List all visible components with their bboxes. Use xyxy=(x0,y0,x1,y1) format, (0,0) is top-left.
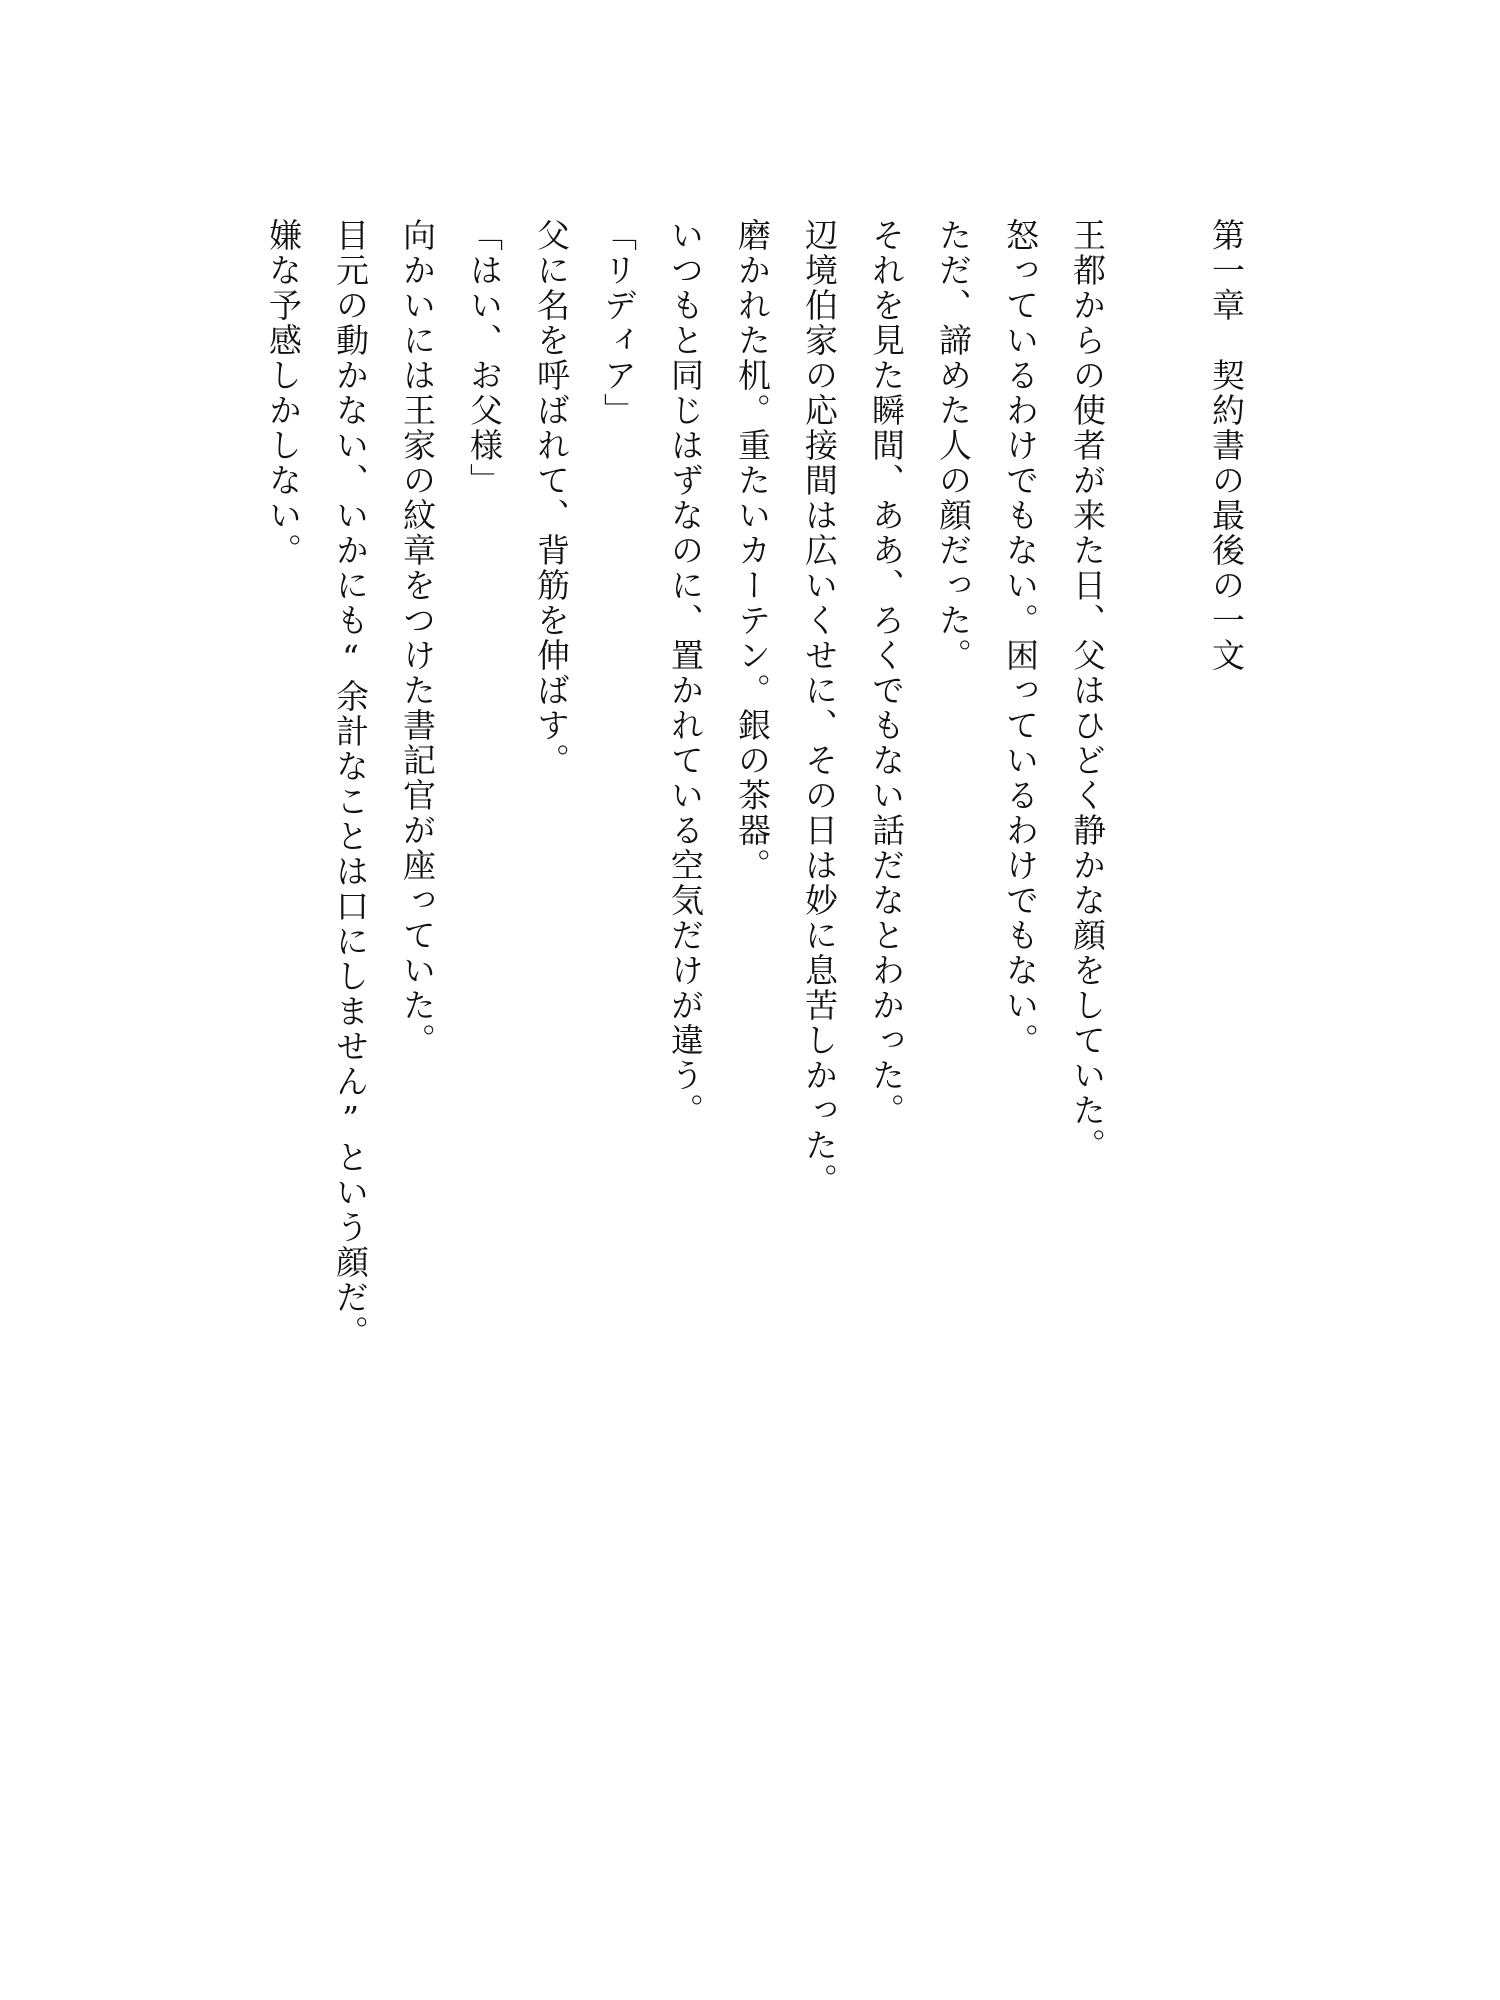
chapter-title: 第一章 契約書の最後の一文 xyxy=(1207,218,1246,673)
paragraph-line: 王都からの使者が来た日、父はひどく静かな顔をしていた。 xyxy=(1068,218,1107,1163)
paragraph-line: いつもと同じはずなのに、置かれている空気だけが違う。 xyxy=(666,218,705,1128)
vertical-text-body xyxy=(240,218,1260,1358)
dialogue-line: 「リディア」 xyxy=(599,218,638,428)
paragraph-line: 磨かれた机。重たいカーテン。銀の茶器。 xyxy=(733,218,772,883)
paragraph-line: 向かいには王家の紋章をつけた書記官が座っていた。 xyxy=(398,218,437,1058)
paragraph-line: 怒っているわけでもない。困っているわけでもない。 xyxy=(1001,218,1040,1058)
paragraph-line: 目元の動かない、いかにも“余計なことは口にしません”という顔だ。 xyxy=(331,218,370,1350)
paragraph-line: それを見た瞬間、ああ、ろくでもない話だなとわかった。 xyxy=(867,218,906,1128)
paragraph-line: 父に名を呼ばれて、背筋を伸ばす。 xyxy=(532,218,571,778)
paragraph-line: 嫌な予感しかしない。 xyxy=(264,218,303,568)
paragraph-line: 辺境伯家の応接間は広いくせに、その日は妙に息苦しかった。 xyxy=(800,218,839,1198)
paragraph-line: ただ、諦めた人の顔だった。 xyxy=(934,218,973,673)
dialogue-line: 「はい、お父様」 xyxy=(465,218,504,498)
